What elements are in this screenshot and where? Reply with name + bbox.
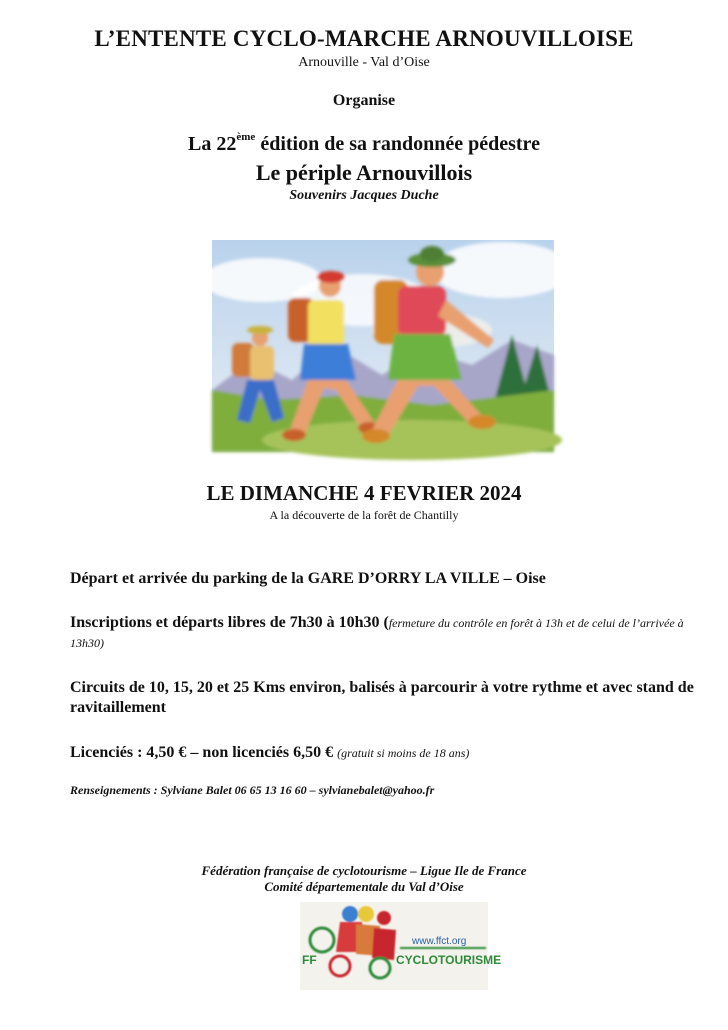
ffct-logo (300, 902, 502, 990)
organization-location: Arnouville - Val d’Oise (298, 55, 430, 70)
edition-prefix: La 22 (188, 133, 237, 155)
federation-name: Fédération française de cyclotourisme – Ligue Ile de France (201, 863, 527, 878)
edition-suffix: édition de sa randonnée pédestre (255, 133, 540, 155)
prices-info (70, 743, 710, 763)
departure-info: Départ et arrivée du parking de la GARE D’ORRY LA VILLE – Oise (70, 570, 546, 587)
committee-name: Comité départementale du Val d’Oise (264, 879, 464, 894)
registration-info (70, 613, 710, 653)
contact-info: Renseignements : Sylviane Balet 06 65 13 16 60 – sylvianebalet@yahoo.fr (70, 783, 435, 797)
edition-superscript: ème (236, 131, 256, 143)
prices-note: (gratuit si moins de 18 ans) (337, 746, 470, 760)
event-date: LE DIMANCHE 4 FEVRIER 2024 (206, 481, 522, 505)
edition-heading (0, 133, 728, 156)
event-theme: A la découverte de la forêt de Chantilly (269, 508, 459, 522)
hikers-illustration (212, 240, 554, 452)
registration-hours: Inscriptions et départs libres de 7h30 à 10h30 ( (70, 614, 389, 631)
ffct-url: www.ffct.org (412, 936, 467, 947)
prices-main: Licenciés : 4,50 € – non licenciés 6,50 € (70, 744, 338, 761)
registration-note: fermeture du contrôle en forêt à 13h et de celui de l’arrivée à 13h30) (70, 616, 684, 650)
memorial-subtitle: Souvenirs Jacques Duche (289, 188, 439, 203)
circuits-info: Circuits de 10, 15, 20 et 25 Kms environ, balisés à parcourir à votre rythme et avec stand de ravitaillement (70, 679, 694, 716)
ffct-wordmark: CYCLOTOURISME (396, 953, 502, 967)
ffct-ff-mark: FF (302, 953, 317, 967)
organise-label: Organise (332, 92, 396, 109)
federation-block (0, 863, 728, 895)
organization-name: L’ENTENTE CYCLO-MARCHE ARNOUVILLOISE (94, 26, 634, 51)
event-title: Le périple Arnouvillois (255, 160, 473, 185)
